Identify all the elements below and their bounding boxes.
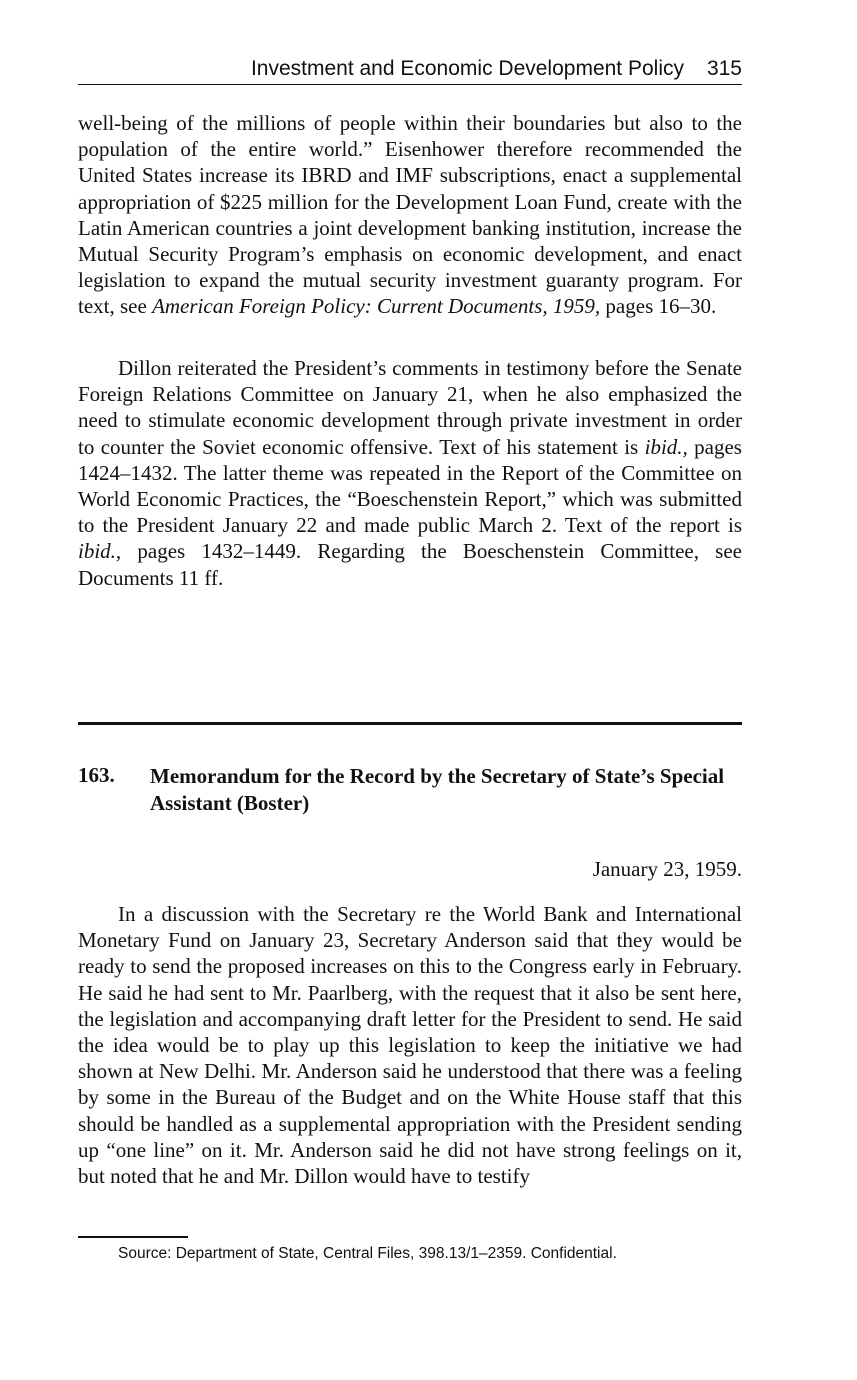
running-header xyxy=(78,56,742,85)
citation-title: American Foreign Policy: Current Documents, 1959, xyxy=(152,294,601,319)
paragraph-continuation xyxy=(78,110,742,320)
ibid-reference: ibid., xyxy=(78,539,122,564)
section-divider xyxy=(78,722,742,725)
document-number: 163. xyxy=(78,763,115,787)
paragraph-text: Dillon reiterated the President’s comments in testimony before the Senate Foreign Relations Committee on January 21, when he also emphasized the need to stimulate economic development through private investment in order to counter the Soviet economic offensive. Text of his statement is xyxy=(78,356,742,459)
paragraph-text: pages 1432–1449. Regarding the Boeschenstein Committee, see Documents 11 ff. xyxy=(78,539,742,590)
paragraph-dillon xyxy=(78,355,742,591)
document-date: January 23, 1959. xyxy=(592,857,742,881)
paragraph-memorandum: In a discussion with the Secretary re the World Bank and International Monetary Fund on January 23, Secretary Anderson said that they would be ready to send the proposed increases on this to the Congress early in February. He said he had sent to Mr. Paarlberg, with the request that it also be sent here, the legislation and accompanying draft letter for the President to send. He said the idea would be to play up this legislation to keep the initiative we had shown at New Delhi. Mr. Anderson said he understood that there was a feeling by some in the Bureau of the Budget and on the White House staff that this should be handled as a supplemental appropriation with the President sending up “one line” on it. Mr. Anderson said he did not have strong feelings on it, but noted that he and Mr. Dillon would have to testify xyxy=(78,902,742,1189)
ibid-reference: ibid., xyxy=(644,434,688,459)
footnote-divider xyxy=(78,1236,188,1238)
paragraph-text: pages 1424–1432. The latter theme was repeated in the Report of the Committee on World Economic Practices, the “Boeschenstein Report,” which was submitted to the President January 22 and made public March 2. Text of the report is xyxy=(78,434,742,538)
citation-pages: pages 16–30. xyxy=(600,294,717,319)
source-footnote: Source: Department of State, Central Files, 398.13/1–2359. Confidential. xyxy=(118,1245,617,1262)
running-header-title: Investment and Economic Development Policy xyxy=(250,57,684,80)
page-number: 315 xyxy=(706,57,742,80)
paragraph-text: well-being of the millions of people within their boundaries but also to the population of the entire world.” Eisenhower therefore recommended the United States increase its IBRD and IMF subscriptions, enact a supplemental appropriation of $225 million for the Development Loan Fund, create with the Latin American countries a joint development banking institution, increase the Mutual Security Program’s emphasis on economic development, and enact legislation to expand the mutual security investment guaranty program. For text, see xyxy=(78,111,742,319)
document-title: Memorandum for the Record by the Secretary of State’s Special Assistant (Boster) xyxy=(150,764,725,815)
